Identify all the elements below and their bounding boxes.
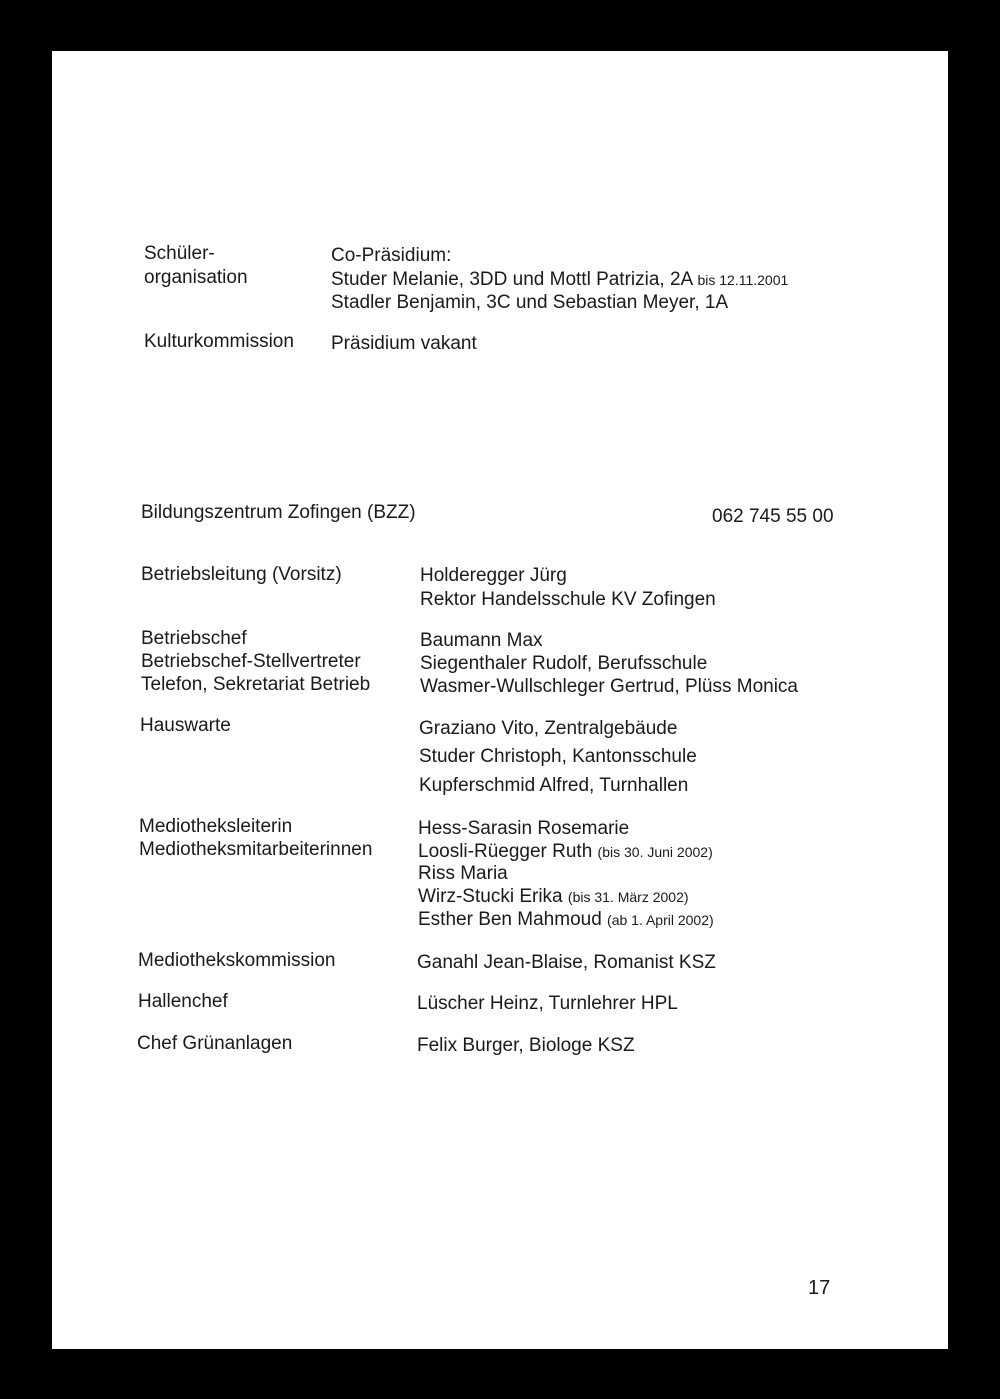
mediotheksmitarbeiterinnen-label: Mediotheksmitarbeiterinnen xyxy=(139,839,373,860)
bzz-phone: 062 745 55 00 xyxy=(712,506,834,527)
schuelerorganisation-label-line1: Schüler- xyxy=(144,243,215,264)
co-praesidium-line1-main: Studer Melanie, 3DD und Mottl Patrizia, 2A xyxy=(331,269,698,290)
staff-note: (bis 30. Juni 2002) xyxy=(597,844,713,860)
staff-note: (bis 31. März 2002) xyxy=(567,889,689,905)
betriebsleitung-value-line1: Holderegger Jürg xyxy=(420,565,567,586)
mediothek-staff-item xyxy=(418,840,713,864)
hauswarte-label: Hauswarte xyxy=(140,715,231,736)
page-number: 17 xyxy=(808,1277,831,1299)
co-praesidium-line2: Stadler Benjamin, 3C und Sebastian Meyer, 1A xyxy=(331,292,729,313)
staff-name: Riss Maria xyxy=(418,863,508,884)
sekretariat-value: Wasmer-Wullschleger Gertrud, Plüss Monica xyxy=(420,676,798,697)
betriebsleitung-label: Betriebsleitung (Vorsitz) xyxy=(141,564,342,585)
staff-note: (ab 1. April 2002) xyxy=(607,912,714,928)
betriebschef-value: Baumann Max xyxy=(420,630,543,651)
hauswart-item: Graziano Vito, Zentralgebäude xyxy=(419,718,678,739)
betriebschef-label: Betriebschef xyxy=(141,628,247,649)
co-praesidium-heading: Co-Präsidium: xyxy=(331,245,452,266)
mediothekskommission-label: Mediothekskommission xyxy=(138,950,336,971)
mediotheksleiterin-label: Mediotheksleiterin xyxy=(139,816,293,837)
staff-name: Esther Ben Mahmoud xyxy=(418,909,608,930)
hallenchef-value: Lüscher Heinz, Turnlehrer HPL xyxy=(417,993,678,1014)
gruenanlagen-label: Chef Grünanlagen xyxy=(137,1033,293,1054)
stellvertreter-label: Betriebschef-Stellvertreter xyxy=(141,651,361,672)
bzz-title: Bildungszentrum Zofingen (BZZ) xyxy=(141,502,416,523)
hauswart-item: Kupferschmid Alfred, Turnhallen xyxy=(419,775,689,796)
document-page xyxy=(52,51,948,1349)
sekretariat-label: Telefon, Sekretariat Betrieb xyxy=(141,674,371,695)
stellvertreter-value: Siegenthaler Rudolf, Berufsschule xyxy=(420,653,708,674)
gruenanlagen-value: Felix Burger, Biologe KSZ xyxy=(417,1035,635,1056)
co-praesidium-line1-note: bis 12.11.2001 xyxy=(697,272,789,288)
hauswart-item: Studer Christoph, Kantonsschule xyxy=(419,746,697,767)
mediotheksleiterin-value: Hess-Sarasin Rosemarie xyxy=(418,818,630,839)
hallenchef-label: Hallenchef xyxy=(138,991,228,1012)
staff-name: Wirz-Stucki Erika xyxy=(418,886,568,907)
staff-name: Loosli-Rüegger Ruth xyxy=(418,841,598,862)
mediothekskommission-value: Ganahl Jean-Blaise, Romanist KSZ xyxy=(417,952,716,973)
schuelerorganisation-label-line2: organisation xyxy=(144,267,248,288)
betriebsleitung-value-line2: Rektor Handelsschule KV Zofingen xyxy=(420,589,716,610)
mediothek-staff-item xyxy=(418,885,689,909)
mediothek-staff-item xyxy=(418,862,508,885)
mediothek-staff-item xyxy=(418,908,714,932)
kulturkommission-value: Präsidium vakant xyxy=(331,333,477,354)
co-praesidium-line1 xyxy=(331,268,788,292)
kulturkommission-label: Kulturkommission xyxy=(144,331,294,352)
